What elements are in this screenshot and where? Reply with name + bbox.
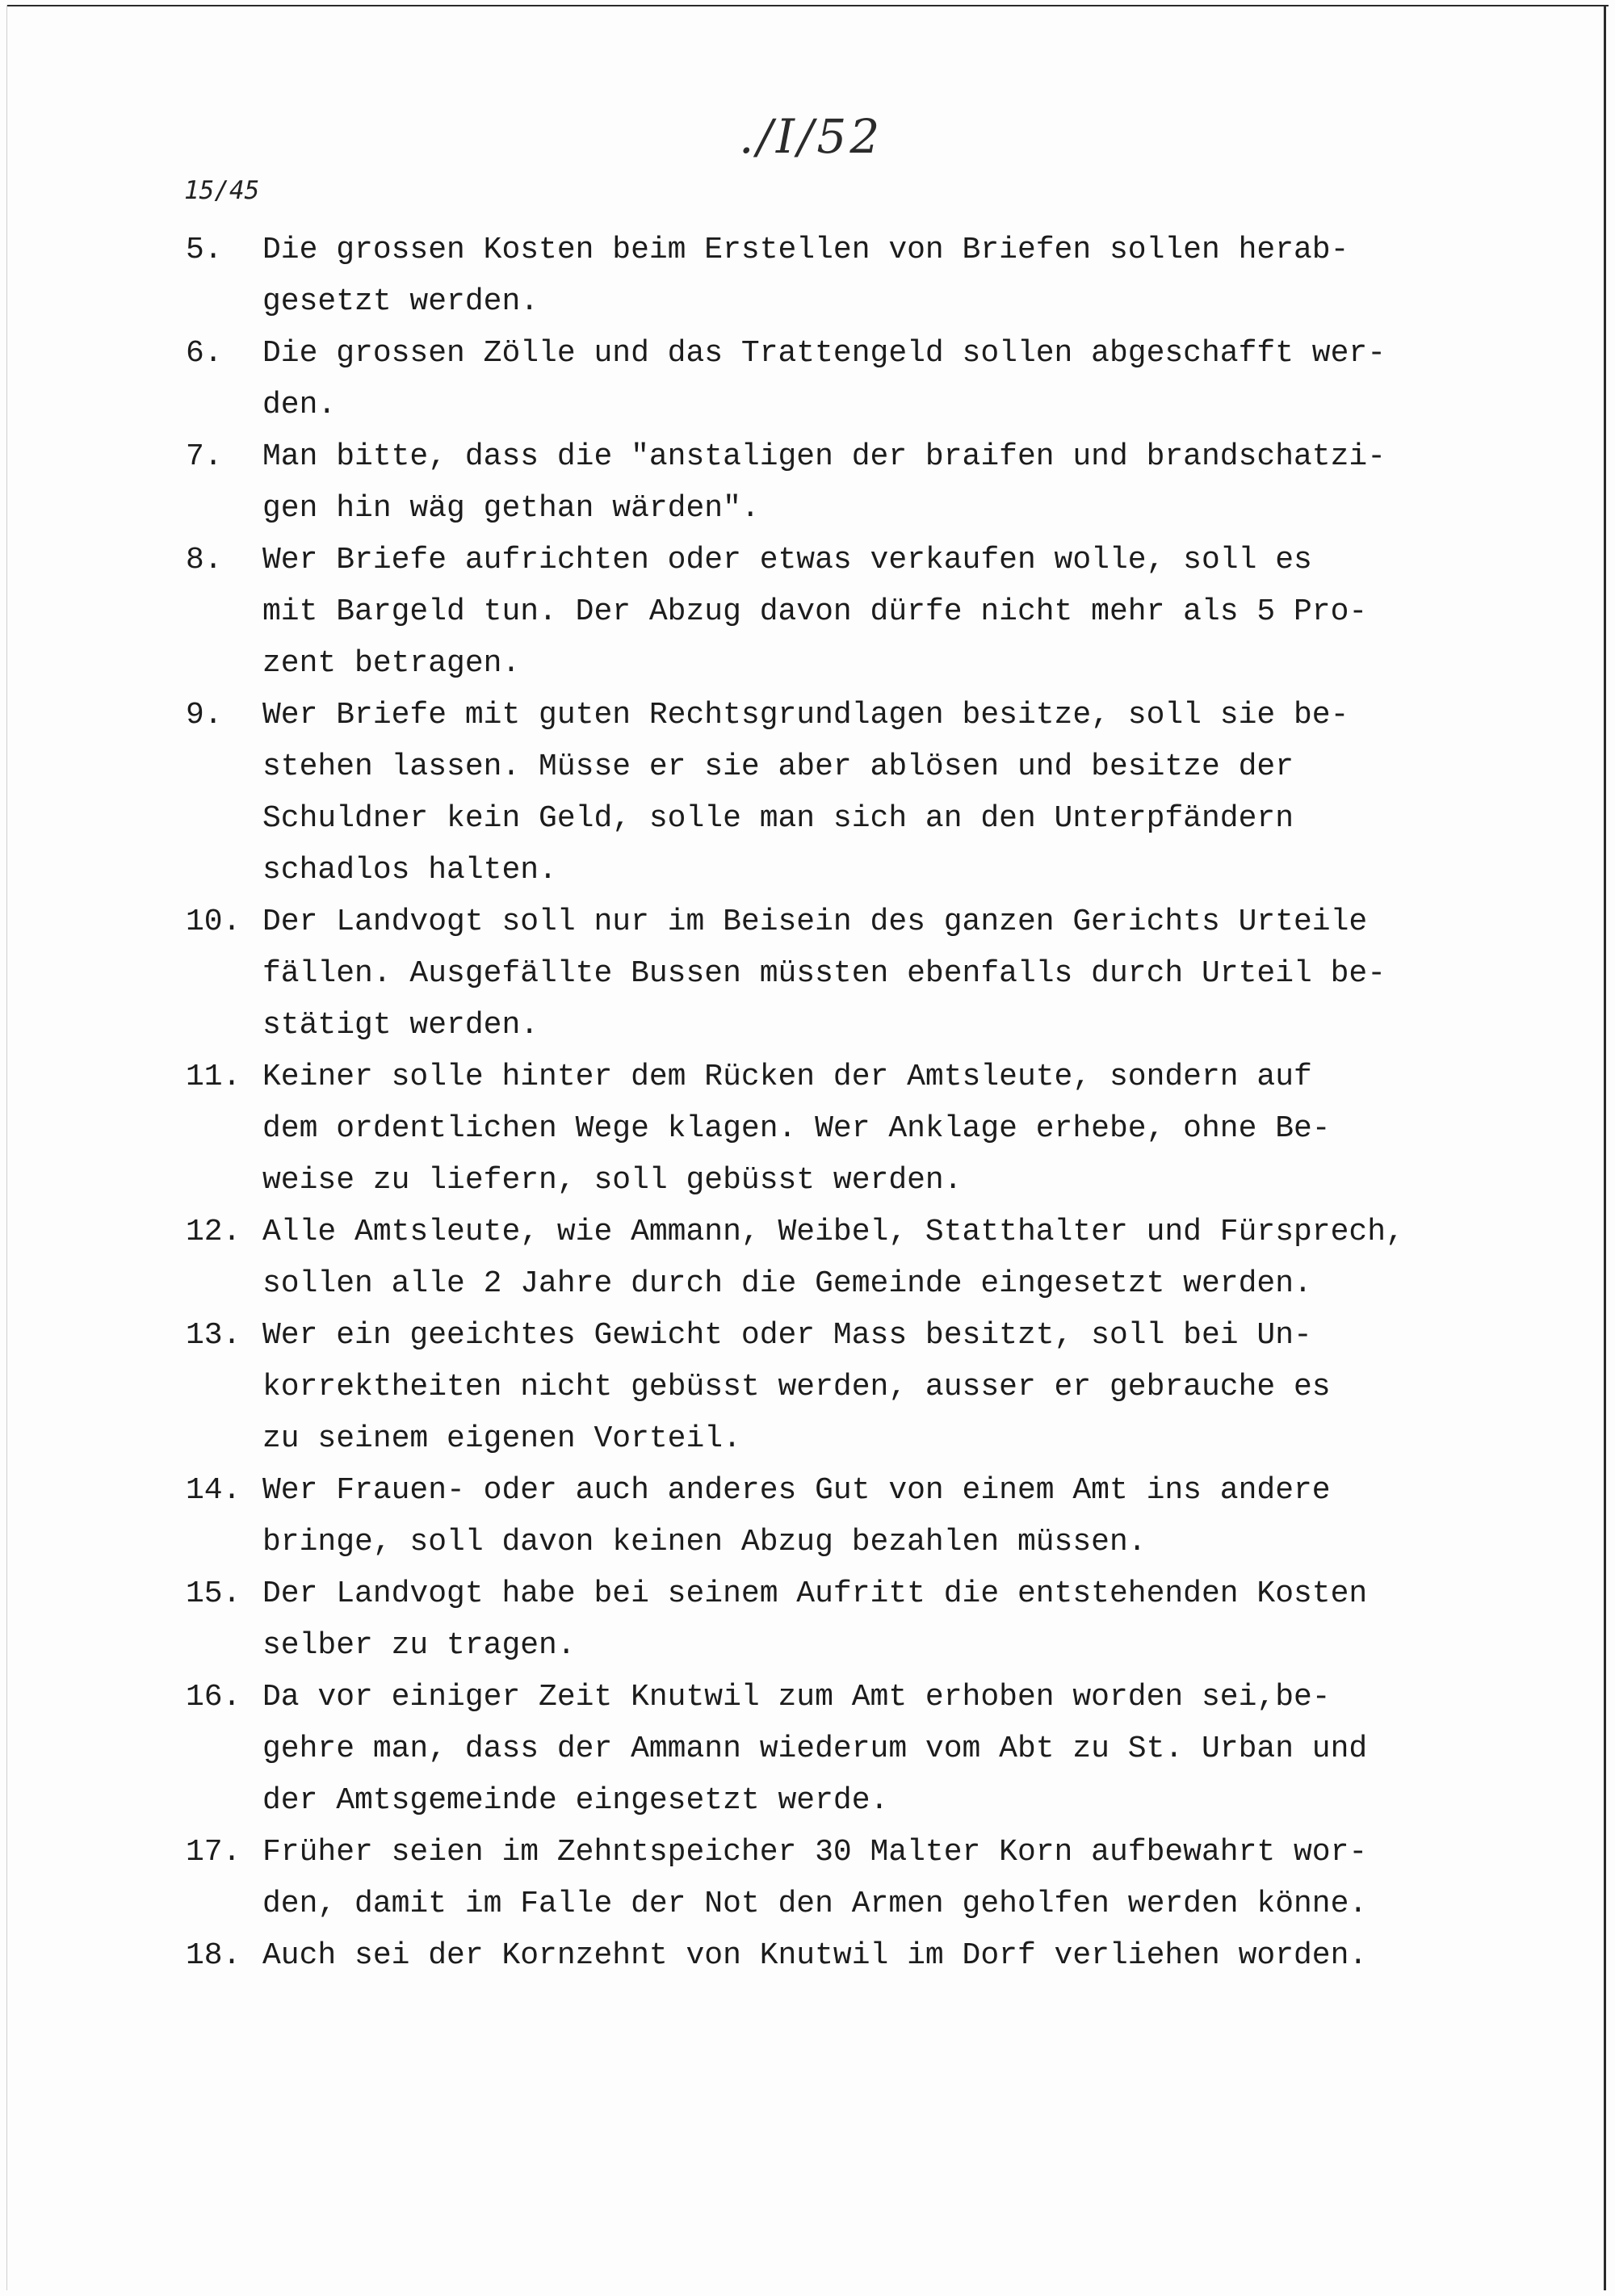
item-text: Früher seien im Zehntspeicher 30 Malter Korn aufbewahrt wor- den, damit im Falle der Not den Armen geholfen werden könne. [262, 1835, 1368, 1921]
item-text: Der Landvogt soll nur im Beisein des ganzen Gerichts Urteile fällen. Ausgefällte Bussen müssten ebenfalls durch Urteil be- stätigt werden. [262, 905, 1386, 1043]
item-number: 13. [186, 1318, 241, 1353]
item-number: 17. [186, 1835, 241, 1870]
item-number: 15. [186, 1576, 241, 1611]
list-item [0, 328, 1615, 431]
item-text: Die grossen Kosten beim Erstellen von Briefen sollen herab- gesetzt werden. [262, 233, 1349, 319]
item-text: Wer Frauen- oder auch anderes Gut von einem Amt ins andere bringe, soll davon keinen Abzug bezahlen müssen. [262, 1473, 1331, 1559]
list-item [0, 1827, 1615, 1930]
item-text: Man bitte, dass die "anstaligen der braifen und brandschatzi- gen hin wäg gethan wärden". [262, 439, 1386, 526]
item-number: 12. [186, 1215, 241, 1249]
list-item [0, 225, 1615, 328]
list-item [0, 1051, 1615, 1207]
list-item [0, 1930, 1615, 1982]
item-number: 9. [186, 698, 223, 732]
list-item [0, 1207, 1615, 1310]
item-number: 5. [186, 233, 223, 267]
list-item [0, 690, 1615, 896]
item-text: Auch sei der Kornzehnt von Knutwil im Dorf verliehen worden. [262, 1938, 1368, 1973]
scan-border-top [6, 5, 1609, 6]
item-text: Keiner solle hinter dem Rücken der Amtsleute, sondern auf dem ordentlichen Wege klagen. Wer Anklage erhebe, ohne Be- weise zu liefern, soll gebüsst werden. [262, 1060, 1331, 1198]
list-item [0, 1672, 1615, 1827]
item-text: Der Landvogt habe bei seinem Aufritt die entstehenden Kosten selber zu tragen. [262, 1576, 1368, 1663]
page-reference: 15/45 [184, 176, 260, 205]
item-text: Die grossen Zölle und das Trattengeld sollen abgeschafft wer- den. [262, 336, 1386, 422]
item-number: 7. [186, 439, 223, 474]
list-item [0, 535, 1615, 690]
item-number: 14. [186, 1473, 241, 1508]
list-item [0, 896, 1615, 1051]
item-number: 8. [186, 543, 223, 577]
list-item [0, 1568, 1615, 1672]
item-text: Wer ein geeichtes Gewicht oder Mass besitzt, soll bei Un- korrektheiten nicht gebüsst werden, ausser er gebrauche es zu seinem eigenen Vorteil. [262, 1318, 1331, 1456]
handwritten-archive-mark: ./I/52 [739, 109, 883, 164]
item-number: 10. [186, 905, 241, 939]
item-text: Da vor einiger Zeit Knutwil zum Amt erhoben worden sei,be- gehre man, dass der Ammann wiederum vom Abt zu St. Urban und der Amtsgemeinde eingesetzt werde. [262, 1680, 1368, 1818]
item-text: Wer Briefe mit guten Rechtsgrundlagen besitze, soll sie be- stehen lassen. Müsse er sie aber ablösen und besitze der Schuldner kein Geld, solle man sich an den Unterpfändern schadlos halten. [262, 698, 1349, 888]
list-item [0, 1465, 1615, 1568]
item-number: 11. [186, 1060, 241, 1094]
item-text: Wer Briefe aufrichten oder etwas verkaufen wolle, soll es mit Bargeld tun. Der Abzug davon dürfe nicht mehr als 5 Pro- zent betragen. [262, 543, 1368, 681]
item-number: 16. [186, 1680, 241, 1715]
list-item [0, 431, 1615, 535]
item-text: Alle Amtsleute, wie Ammann, Weibel, Statthalter und Fürsprech, sollen alle 2 Jahre durch die Gemeinde eingesetzt werden. [262, 1215, 1404, 1301]
item-number: 6. [186, 336, 223, 371]
list-item [0, 1310, 1615, 1465]
item-number: 18. [186, 1938, 241, 1973]
numbered-list [0, 225, 1615, 1982]
